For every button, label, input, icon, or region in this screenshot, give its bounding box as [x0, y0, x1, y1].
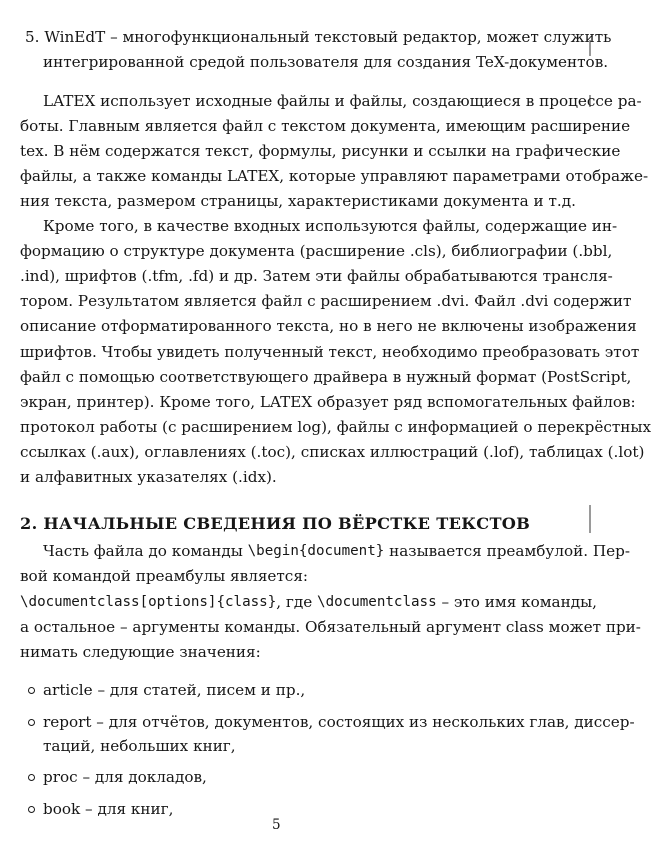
- text-line: 5. WinEdT – многофункциональный текстовый редактор, может служить: [25, 28, 612, 46]
- text-line: шрифтов. Чтобы увидеть полученный текст, необходимо преобразовать этот: [20, 343, 640, 361]
- paragraph-1-line: [0, 116, 631, 136]
- paragraph-1-line: [0, 191, 600, 211]
- paragraph-2-line: [0, 291, 632, 311]
- text-line: proc – для докладов,: [43, 768, 207, 786]
- text-line: файл с помощью соответствующего драйвера в нужный формат (PostScript,: [20, 368, 632, 386]
- text-line: а остальное – аргументы команды. Обязательный аргумент class может при-: [20, 618, 641, 636]
- section-heading-text: 2. НАЧАЛЬНЫЕ СВЕДЕНИЯ ПО ВЁРСТКЕ ТЕКСТОВ: [20, 514, 531, 533]
- text-fragment: называется преамбулой. Пер-: [384, 542, 631, 560]
- bullet-list-item-line: [0, 712, 635, 732]
- text-line: вой командой преамбулы является:: [20, 567, 309, 585]
- list-item-5-line: [0, 52, 609, 72]
- paragraph-2-line: [0, 342, 640, 362]
- paragraph-3-line: [0, 642, 600, 662]
- text-fragment: – это имя команды,: [436, 593, 597, 611]
- text-fragment: , где: [276, 593, 318, 611]
- bullet-list-item-line: [0, 799, 600, 819]
- text-line: book – для книг,: [43, 800, 174, 818]
- text-line: ния текста, размером страницы, характеристиками документа и т.д.: [20, 192, 576, 210]
- paragraph-2-line: [0, 266, 613, 286]
- text-line: и алфавитных указателях (.idx).: [20, 468, 277, 486]
- text-line: Кроме того, в качестве входных используются файлы, содержащие ин-: [43, 217, 618, 235]
- text-line: формацию о структуре документа (расширение .cls), библиографии (.bbl,: [20, 242, 613, 260]
- paragraph-2-line: [0, 417, 651, 437]
- paragraph-2-line: [0, 316, 637, 336]
- paragraph-2-line: [0, 392, 636, 412]
- text-line: report – для отчётов, документов, состоящих из нескольких глав, диссер-: [43, 713, 635, 731]
- paragraph-1-line: [0, 91, 642, 111]
- section-heading: [0, 514, 600, 534]
- paragraph-3-line: [0, 617, 641, 637]
- paragraph-3-line: [0, 541, 631, 561]
- text-line: тором. Результатом является файл с расширением .dvi. Файл .dvi содержит: [20, 292, 632, 310]
- bullet-list-item-line: [0, 736, 600, 756]
- text-line: LATEX использует исходные файлы и файлы, создающиеся в процессе ра-: [43, 92, 642, 110]
- text-line: протокол работы (с расширением log), файлы с информацией о перекрёстных: [20, 418, 651, 436]
- bullet-list-item-line: [0, 767, 600, 787]
- text-fragment: Часть файла до команды: [43, 542, 248, 560]
- text-line: интегрированной средой пользователя для создания TeX-документов.: [43, 53, 609, 71]
- paragraph-2-line: [0, 467, 600, 487]
- list-item-5-line: [0, 27, 612, 47]
- latex-command: \documentclass[options]{class}: [20, 594, 277, 610]
- text-line: .ind), шрифтов (.tfm, .fd) и др. Затем эти файлы обрабатываются трансля-: [20, 267, 613, 285]
- paragraph-1-line: [0, 166, 649, 186]
- text-line: боты. Главным является файл с текстом документа, имеющим расширение: [20, 117, 631, 135]
- text-line: описание отформатированного текста, но в него не включены изображения: [20, 317, 637, 335]
- paragraph-2-line: [0, 367, 632, 387]
- text-line: нимать следующие значения:: [20, 643, 261, 661]
- paragraph-1-line: [0, 141, 621, 161]
- text-line: article – для статей, писем и пр.,: [43, 681, 306, 699]
- paragraph-3-line: [0, 566, 600, 586]
- text-line: файлы, а также команды LATEX, которые управляют параметрами отображе-: [20, 167, 649, 185]
- text-line: экран, принтер). Кроме того, LATEX образует ряд вспомогательных файлов:: [20, 393, 636, 411]
- text-line: tex. В нём содержатся текст, формулы, рисунки и ссылки на графические: [20, 142, 621, 160]
- paragraph-3-line: [0, 592, 600, 612]
- text-line: таций, небольших книг,: [43, 737, 236, 755]
- page-number: 5: [272, 817, 281, 833]
- latex-command: \documentclass: [317, 594, 437, 610]
- text-line: ссылках (.aux), оглавлениях (.toc), списках иллюстраций (.lof), таблицах (.lot): [20, 443, 645, 461]
- latex-command: \begin{document}: [247, 543, 385, 559]
- paragraph-2-line: [0, 442, 645, 462]
- paragraph-2-line: [0, 216, 618, 236]
- paragraph-2-line: [0, 241, 613, 261]
- bullet-list-item-line: [0, 680, 600, 700]
